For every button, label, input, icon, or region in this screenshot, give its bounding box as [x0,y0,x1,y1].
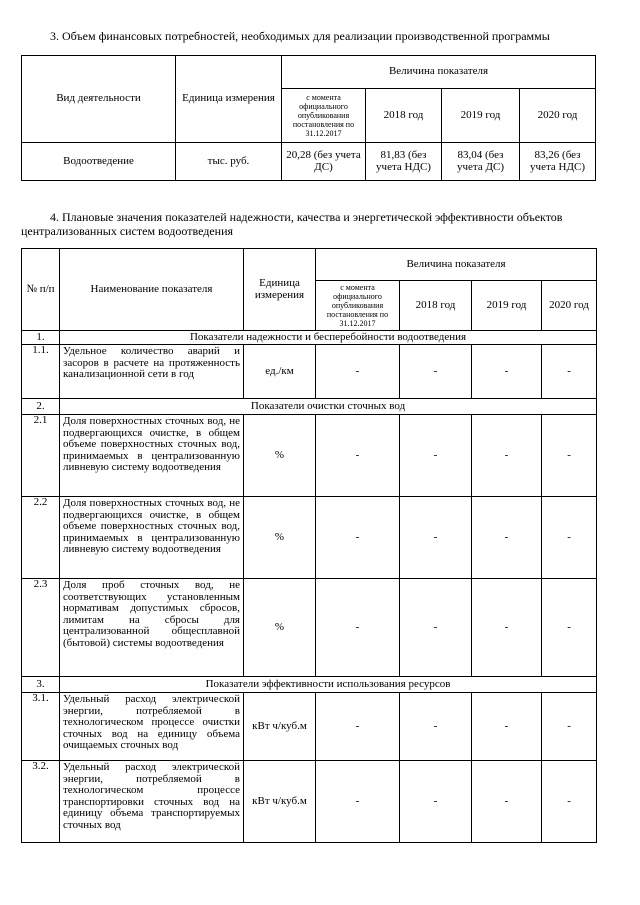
row-value-since: - [316,415,400,497]
section4-title: 4. Плановые значения показателей надежности, качества и энергетической эффективности объектов централизованных систем водоотведения [21,210,563,238]
header-value-group: Величина показателя [316,249,597,281]
row-unit: кВт ч/куб.м [244,693,316,761]
header-2018: 2018 год [366,89,442,143]
row-name: Доля поверхностных сточных вод, не подвергающихся очистке, в общем объеме поверхностных сточных вод, принимаемых в централизованную ливневую систему водоотведения [60,497,244,579]
row-num: 3.1. [22,693,60,761]
header-value-group: Величина показателя [282,56,596,89]
header-since-publication: с момента официального опубликования постановления по 31.12.2017 [282,89,366,143]
table-row [22,143,596,181]
group-row [22,677,597,693]
table-row [22,579,597,677]
row-value-2019: - [472,497,542,579]
row-unit: % [244,579,316,677]
cell-2018: 81,83 (без учета НДС) [366,143,442,181]
header-2019: 2019 год [442,89,520,143]
cell-since-publication: 20,28 (без учета ДС) [282,143,366,181]
table-row [22,345,597,399]
row-value-2020: - [542,761,597,843]
row-value-2020: - [542,497,597,579]
group-title: Показатели очистки сточных вод [60,399,597,415]
group-title: Показатели надежности и бесперебойности водоотведения [60,331,597,345]
table-row [22,693,597,761]
header-2018: 2018 год [400,281,472,331]
header-activity: Вид деятельности [22,56,176,143]
row-value-2020: - [542,579,597,677]
row-unit: % [244,415,316,497]
row-value-2018: - [400,497,472,579]
header-num: № п/п [22,249,60,331]
cell-activity: Водоотведение [22,143,176,181]
row-name: Удельное количество аварий и засоров в расчете на протяженность канализационной сети в год [60,345,244,399]
row-name: Удельный расход электрической энергии, потребляемой в технологическом процессе транспортировки сточных вод на единицу объема транспортируемых сточных вод [60,761,244,843]
indicators-table [21,248,597,843]
group-row [22,399,597,415]
row-name: Удельный расход электрической энергии, потребляемой в технологическом процессе очистки сточных вод на единицу объема очищаемых сточных вод [60,693,244,761]
header-unit: Единица измерения [176,56,282,143]
group-title: Показатели эффективности использования ресурсов [60,677,597,693]
row-value-2019: - [472,579,542,677]
row-num: 3.2. [22,761,60,843]
row-value-2019: - [472,345,542,399]
financial-needs-table [21,55,596,181]
row-value-2018: - [400,579,472,677]
group-num: 1. [22,331,60,345]
row-value-since: - [316,345,400,399]
table-row [22,761,597,843]
group-num: 2. [22,399,60,415]
row-value-2018: - [400,415,472,497]
header-2019: 2019 год [472,281,542,331]
table-row [22,497,597,579]
row-unit: кВт ч/куб.м [244,761,316,843]
row-value-2020: - [542,345,597,399]
row-value-2020: - [542,415,597,497]
row-value-since: - [316,579,400,677]
row-value-2018: - [400,693,472,761]
cell-unit: тыс. руб. [176,143,282,181]
row-value-2019: - [472,415,542,497]
row-value-2018: - [400,345,472,399]
row-value-2018: - [400,761,472,843]
row-value-2019: - [472,693,542,761]
row-num: 2.2 [22,497,60,579]
row-unit: % [244,497,316,579]
row-value-since: - [316,693,400,761]
group-row [22,331,597,345]
cell-2019: 83,04 (без учета ДС) [442,143,520,181]
row-value-since: - [316,497,400,579]
row-unit: ед./км [244,345,316,399]
row-num: 1.1. [22,345,60,399]
header-2020: 2020 год [542,281,597,331]
row-num: 2.1 [22,415,60,497]
header-2020: 2020 год [520,89,596,143]
table-row [22,415,597,497]
row-value-2020: - [542,693,597,761]
row-value-since: - [316,761,400,843]
group-num: 3. [22,677,60,693]
row-name: Доля проб сточных вод, не соответствующих установленным нормативам допустимых сбросов, лимитам на сбросы для централизованной общесплавной (бытовой) системы водоотведения [60,579,244,677]
row-value-2019: - [472,761,542,843]
section3-title: 3. Объем финансовых потребностей, необходимых для реализации производственной программы [50,29,550,43]
row-num: 2.3 [22,579,60,677]
header-unit: Единица измерения [244,249,316,331]
row-name: Доля поверхностных сточных вод, не подвергающихся очистке, в общем объеме поверхностных сточных вод, принимаемых в централизованную ливневую систему водоотведения [60,415,244,497]
cell-2020: 83,26 (без учета НДС) [520,143,596,181]
header-name: Наименование показателя [60,249,244,331]
header-since-publication: с момента официального опубликования постановления по 31.12.2017 [316,281,400,331]
